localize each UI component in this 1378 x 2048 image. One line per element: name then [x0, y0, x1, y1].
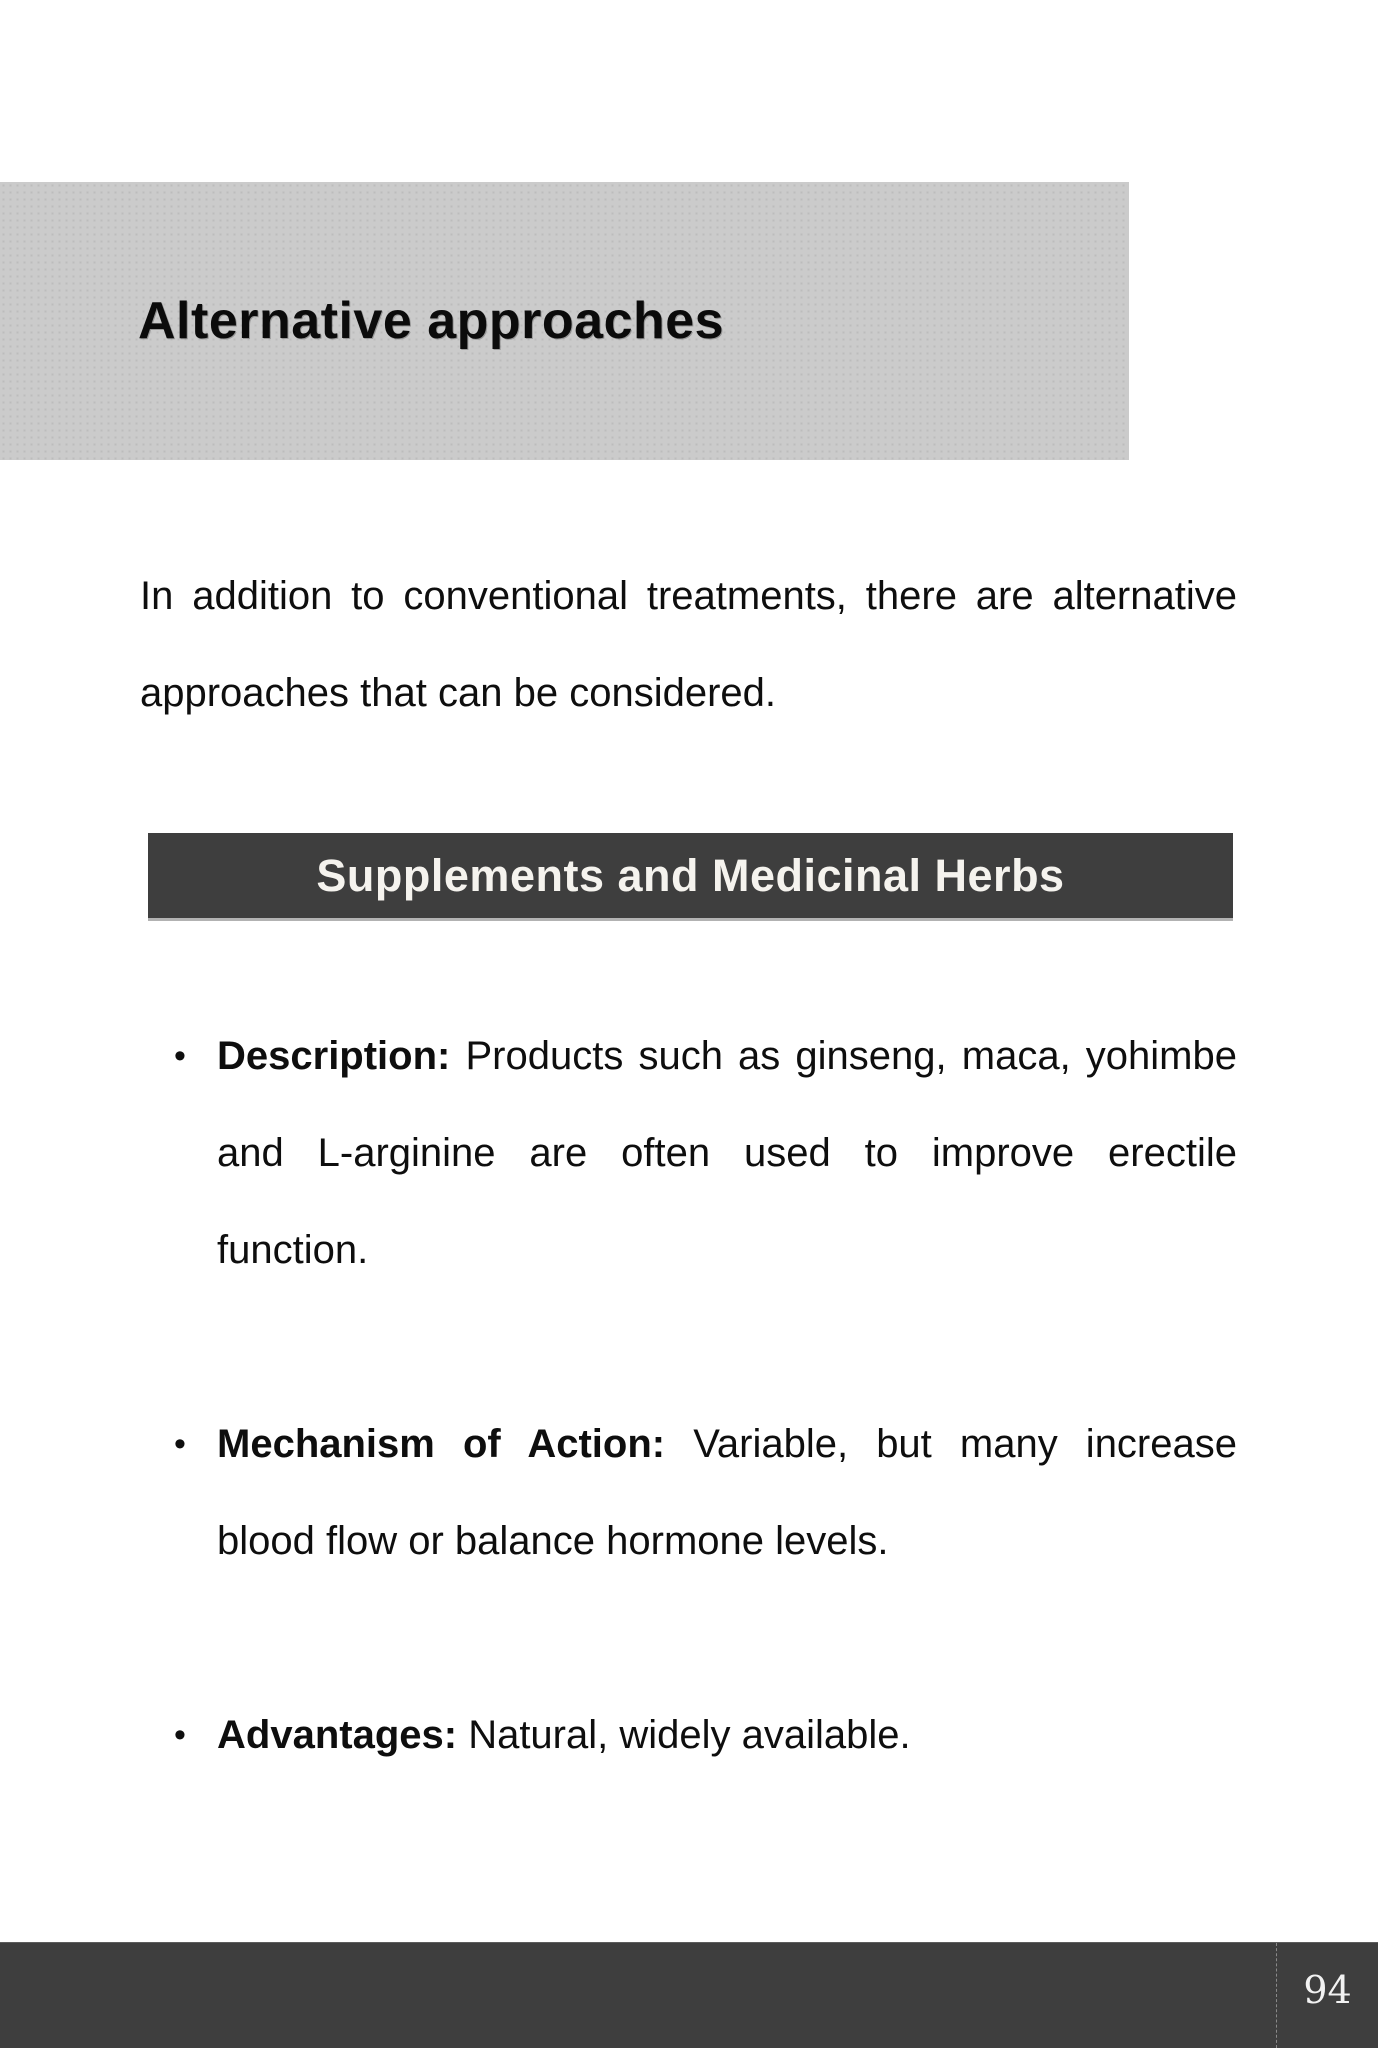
bullet-text: Products such as ginseng, maca, yohimbe and L-arginine are often used to improve erectile function.	[217, 1034, 1237, 1272]
bullet-label: Description:	[217, 1034, 451, 1078]
bullet-icon: •	[174, 1716, 186, 1754]
section-heading: Supplements and Medicinal Herbs	[316, 849, 1065, 901]
page-title: Alternative approaches	[138, 292, 725, 350]
bullet-item-mechanism	[140, 1396, 1237, 1590]
bullet-item-advantages	[140, 1687, 1237, 1784]
bullet-icon: •	[174, 1037, 186, 1075]
intro-paragraph: In addition to conventional treatments, there are alternative approaches that can be considered.	[140, 574, 1237, 715]
page-number-cell	[1276, 1943, 1378, 2048]
bullet-icon: •	[174, 1425, 186, 1463]
title-band	[0, 182, 1129, 460]
section-heading-banner	[148, 833, 1233, 921]
footer-bar	[0, 1942, 1378, 2048]
bullet-item-description	[140, 1008, 1237, 1299]
page-number: 94	[1303, 1967, 1352, 2012]
bullet-label: Advantages:	[217, 1713, 458, 1757]
bullet-text: Natural, widely available.	[468, 1713, 911, 1757]
bullet-label: Mechanism of Action:	[217, 1422, 666, 1466]
bullet-text: Variable, but many increase blood flow or balance hormone levels.	[217, 1422, 1237, 1563]
bullet-list	[140, 1008, 1237, 1784]
